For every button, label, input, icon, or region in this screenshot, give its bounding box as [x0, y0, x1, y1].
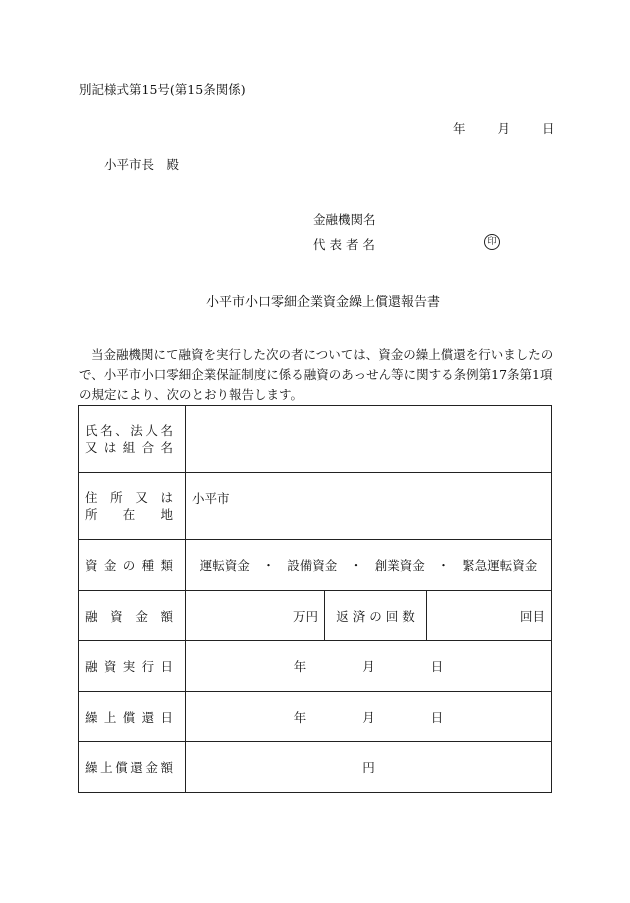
- label-char: 融: [85, 608, 98, 624]
- date-line: [453, 119, 555, 137]
- label-char: 資: [110, 608, 123, 624]
- row-name: [79, 406, 552, 473]
- label-char: 所: [110, 490, 123, 505]
- label-char: は: [103, 440, 117, 455]
- row-exec-date: [79, 641, 552, 692]
- label-char: 行: [141, 659, 155, 674]
- label-char: 合: [141, 440, 155, 455]
- label-char: 、: [115, 423, 128, 438]
- label-char: 償: [122, 709, 136, 725]
- label-char: 資: [103, 659, 117, 674]
- repay-count-unit: 回目: [519, 608, 545, 624]
- label-char: 金: [145, 760, 158, 775]
- date-month: 月: [497, 121, 511, 136]
- row-address: [79, 473, 552, 540]
- label-char: は: [160, 490, 173, 505]
- address-label: [79, 473, 186, 540]
- label-char: 金: [103, 558, 117, 573]
- label-char: 名: [100, 423, 113, 438]
- label-char: 地: [160, 507, 173, 522]
- label-char: 融: [85, 659, 98, 674]
- exec-date-label: [79, 641, 186, 692]
- label-char: 氏: [85, 423, 98, 438]
- label-char: 額: [160, 608, 173, 624]
- label-char: 上: [100, 760, 113, 775]
- fund-type-options[interactable]: 運転資金 ・ 設備資金 ・ 創業資金 ・ 緊急運転資金: [186, 540, 552, 591]
- early-date-label: [79, 692, 186, 742]
- label-char: 組: [122, 440, 136, 455]
- loan-amount-label: [79, 591, 186, 641]
- date-year: 年: [453, 121, 466, 136]
- early-date-field[interactable]: [186, 692, 552, 742]
- representative-name-label: 代 表 者 名: [313, 237, 375, 252]
- repay-count-label: 返 済 の 回 数: [325, 591, 427, 641]
- early-month: 月: [362, 709, 375, 725]
- label-char: 日: [160, 709, 173, 725]
- label-char: 又: [85, 440, 98, 455]
- early-amount-label: [79, 742, 186, 793]
- label-char: 繰: [85, 760, 98, 775]
- address-label-line1: [85, 489, 173, 506]
- label-char: 類: [160, 558, 173, 573]
- early-day: 日: [430, 709, 444, 725]
- label-char: 又: [135, 490, 148, 505]
- name-field[interactable]: [186, 406, 552, 473]
- label-char: 在: [122, 507, 136, 522]
- label-char: 住: [85, 490, 98, 505]
- row-early-amount: [79, 742, 552, 793]
- label-char: 法: [130, 423, 143, 438]
- loan-amount-field[interactable]: [186, 591, 325, 641]
- addressee: 小平市長 殿: [104, 157, 180, 172]
- body-text: 当金融機関にて融資を実行した次の者については、資金の繰上償還を行いましたので、小平市小口零細企業保証制度に係る融資のあっせん等に関する条例第17条第1項の規定により、次のとおり報告します。: [79, 347, 554, 402]
- name-label-line2: [85, 439, 173, 456]
- label-char: 還: [141, 709, 155, 725]
- yen-unit: 円: [362, 760, 375, 775]
- early-amount-field[interactable]: [186, 742, 552, 793]
- label-char: 種: [141, 558, 155, 573]
- report-table: [78, 405, 552, 793]
- fund-type-label: [79, 540, 186, 591]
- label-char: 還: [130, 760, 143, 775]
- label-char: 名: [160, 423, 173, 438]
- seal-mark: 印: [484, 234, 500, 250]
- label-char: 資: [85, 558, 98, 573]
- label-char: 名: [160, 440, 173, 455]
- label-char: 実: [122, 659, 136, 674]
- label-char: 所: [85, 507, 98, 522]
- label-char: の: [122, 558, 136, 573]
- address-label-line2: [85, 506, 173, 523]
- early-year: 年: [293, 709, 307, 725]
- document-title: 小平市小口零細企業資金繰上償還報告書: [206, 295, 441, 310]
- label-char: 人: [145, 423, 158, 438]
- name-label-line1: [85, 422, 173, 439]
- label-char: 額: [160, 760, 173, 775]
- date-day: 日: [542, 121, 555, 136]
- exec-year: 年: [293, 659, 307, 674]
- label-char: 償: [115, 760, 128, 775]
- exec-month: 月: [362, 659, 375, 674]
- name-label: [79, 406, 186, 473]
- row-early-date: [79, 692, 552, 742]
- address-value: 小平市: [192, 491, 230, 506]
- loan-amount-unit: 万円: [292, 608, 318, 624]
- repay-count-field[interactable]: [427, 591, 552, 641]
- exec-day: 日: [430, 659, 444, 674]
- label-char: 金: [135, 608, 148, 624]
- exec-date-field[interactable]: [186, 641, 552, 692]
- row-fund-type: [79, 540, 552, 591]
- label-char: 上: [103, 709, 117, 725]
- address-field[interactable]: [186, 473, 552, 540]
- label-char: 日: [160, 659, 173, 674]
- bank-name-label: 金融機関名: [313, 212, 376, 227]
- label-char: 繰: [85, 709, 98, 725]
- row-loan-amount: [79, 591, 552, 641]
- form-reference: 別記様式第15号(第15条関係): [79, 82, 246, 97]
